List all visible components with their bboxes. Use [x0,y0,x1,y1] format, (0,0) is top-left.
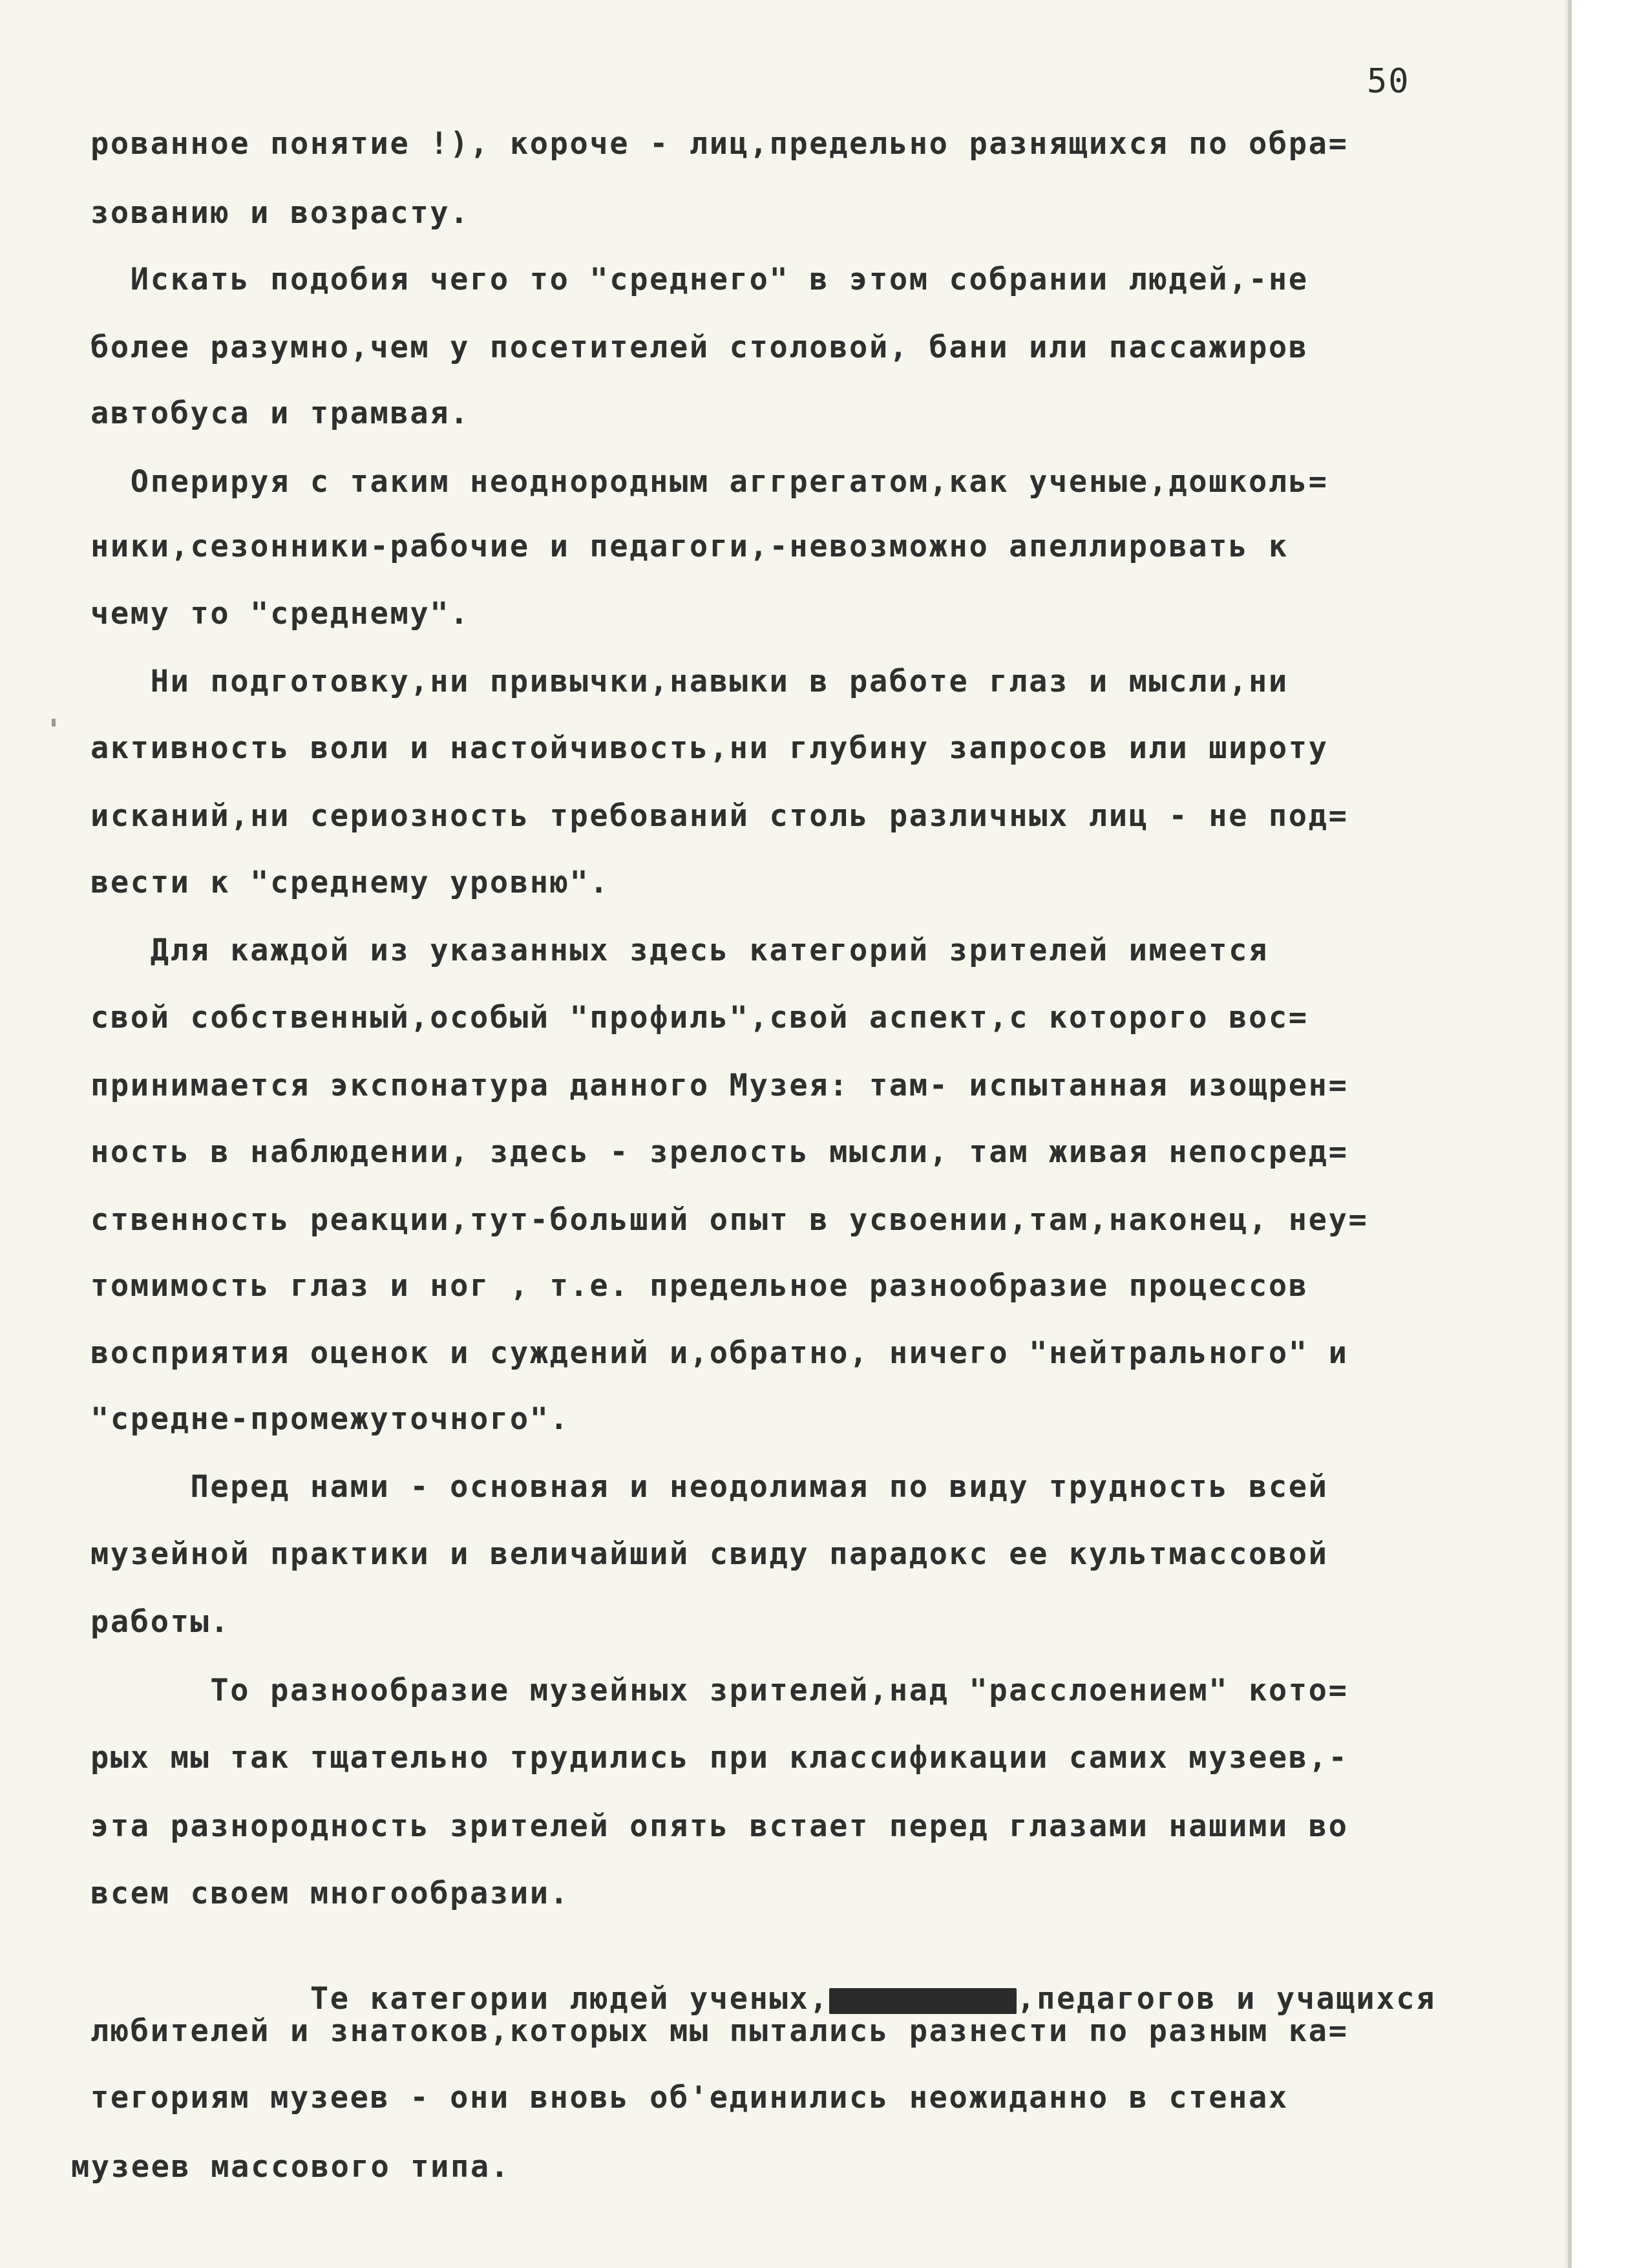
text-line: Перед нами - основная и неодолимая по виду трудность всей [90,1469,1329,1505]
text-line: любителей и знатоков,которых мы пытались разнести по разным ка= [90,2013,1349,2049]
typed-over-strikeout [829,1988,1017,2014]
text-line: зованию и возрасту. [90,195,470,231]
text-line: свой собственный,особый "профиль",свой аспект,с которого вос= [90,1000,1309,1035]
page-edge [1568,0,1648,2268]
text-fragment: Те категории людей ученых, [210,1981,830,2017]
text-line: эта разнородность зрителей опять встает перед глазами нашими во [90,1808,1349,1844]
text-line: Искать подобия чего то "среднего" в этом собрании людей,-не [90,262,1309,297]
text-line: всем своем многообразии. [90,1876,570,1911]
text-line: принимается экспонатура данного Музея: там- испытанная изощрен= [90,1068,1349,1103]
text-line: Оперируя с таким неоднородным аггрегатом,как ученые,дошколь= [90,464,1329,500]
text-line: музеев массового типа. [71,2149,511,2185]
text-line: "средне-промежуточного". [90,1401,570,1437]
text-line: чему то "среднему". [90,596,470,631]
text-line: восприятия оценок и суждений и,обратно, ничего "нейтрального" и [90,1335,1349,1371]
text-line: вести к "среднему уровню". [90,865,610,900]
text-line: То разнообразие музейных зрителей,над "расслоением" кото= [90,1673,1349,1708]
text-line: Ни подготовку,ни привычки,навыки в работе глаз и мысли,ни [90,664,1289,699]
text-line: рованное понятие !), короче - лиц,предельно разнящихся по обра= [90,126,1349,162]
text-fragment: ,педагогов и учащихся [1017,1981,1437,2017]
text-line: томимость глаз и ног , т.е. предельное разнообразие процессов [90,1268,1309,1304]
page-number: 50 [1367,62,1410,101]
text-line: ники,сезонники-рабочие и педагоги,-невозможно апеллировать к [90,529,1289,564]
text-line: активность воли и настойчивость,ни глубину запросов или широту [90,730,1329,766]
text-line: исканий,ни сериозность требований столь различных лиц - не под= [90,798,1349,834]
text-line: рых мы так тщательно трудились при классификации самих музеев,- [90,1740,1349,1775]
text-line: Для каждой из указанных здесь категорий зрителей имеется [90,933,1269,968]
text-line: ственность реакции,тут-больший опыт в усвоении,там,наконец, неу= [90,1202,1369,1238]
text-line: более разумно,чем у посетителей столовой, бани или пассажиров [90,330,1309,365]
text-line: тегориям музеев - они вновь об'единились неожиданно в стенах [90,2080,1289,2115]
text-line: ность в наблюдении, здесь - зрелость мысли, там живая непосред= [90,1134,1349,1170]
text-line: музейной практики и величайший свиду парадокс ее культмассовой [90,1536,1329,1572]
text-line: автобуса и трамвая. [90,396,470,431]
margin-speck [52,719,56,726]
text-line: работы. [90,1604,231,1640]
